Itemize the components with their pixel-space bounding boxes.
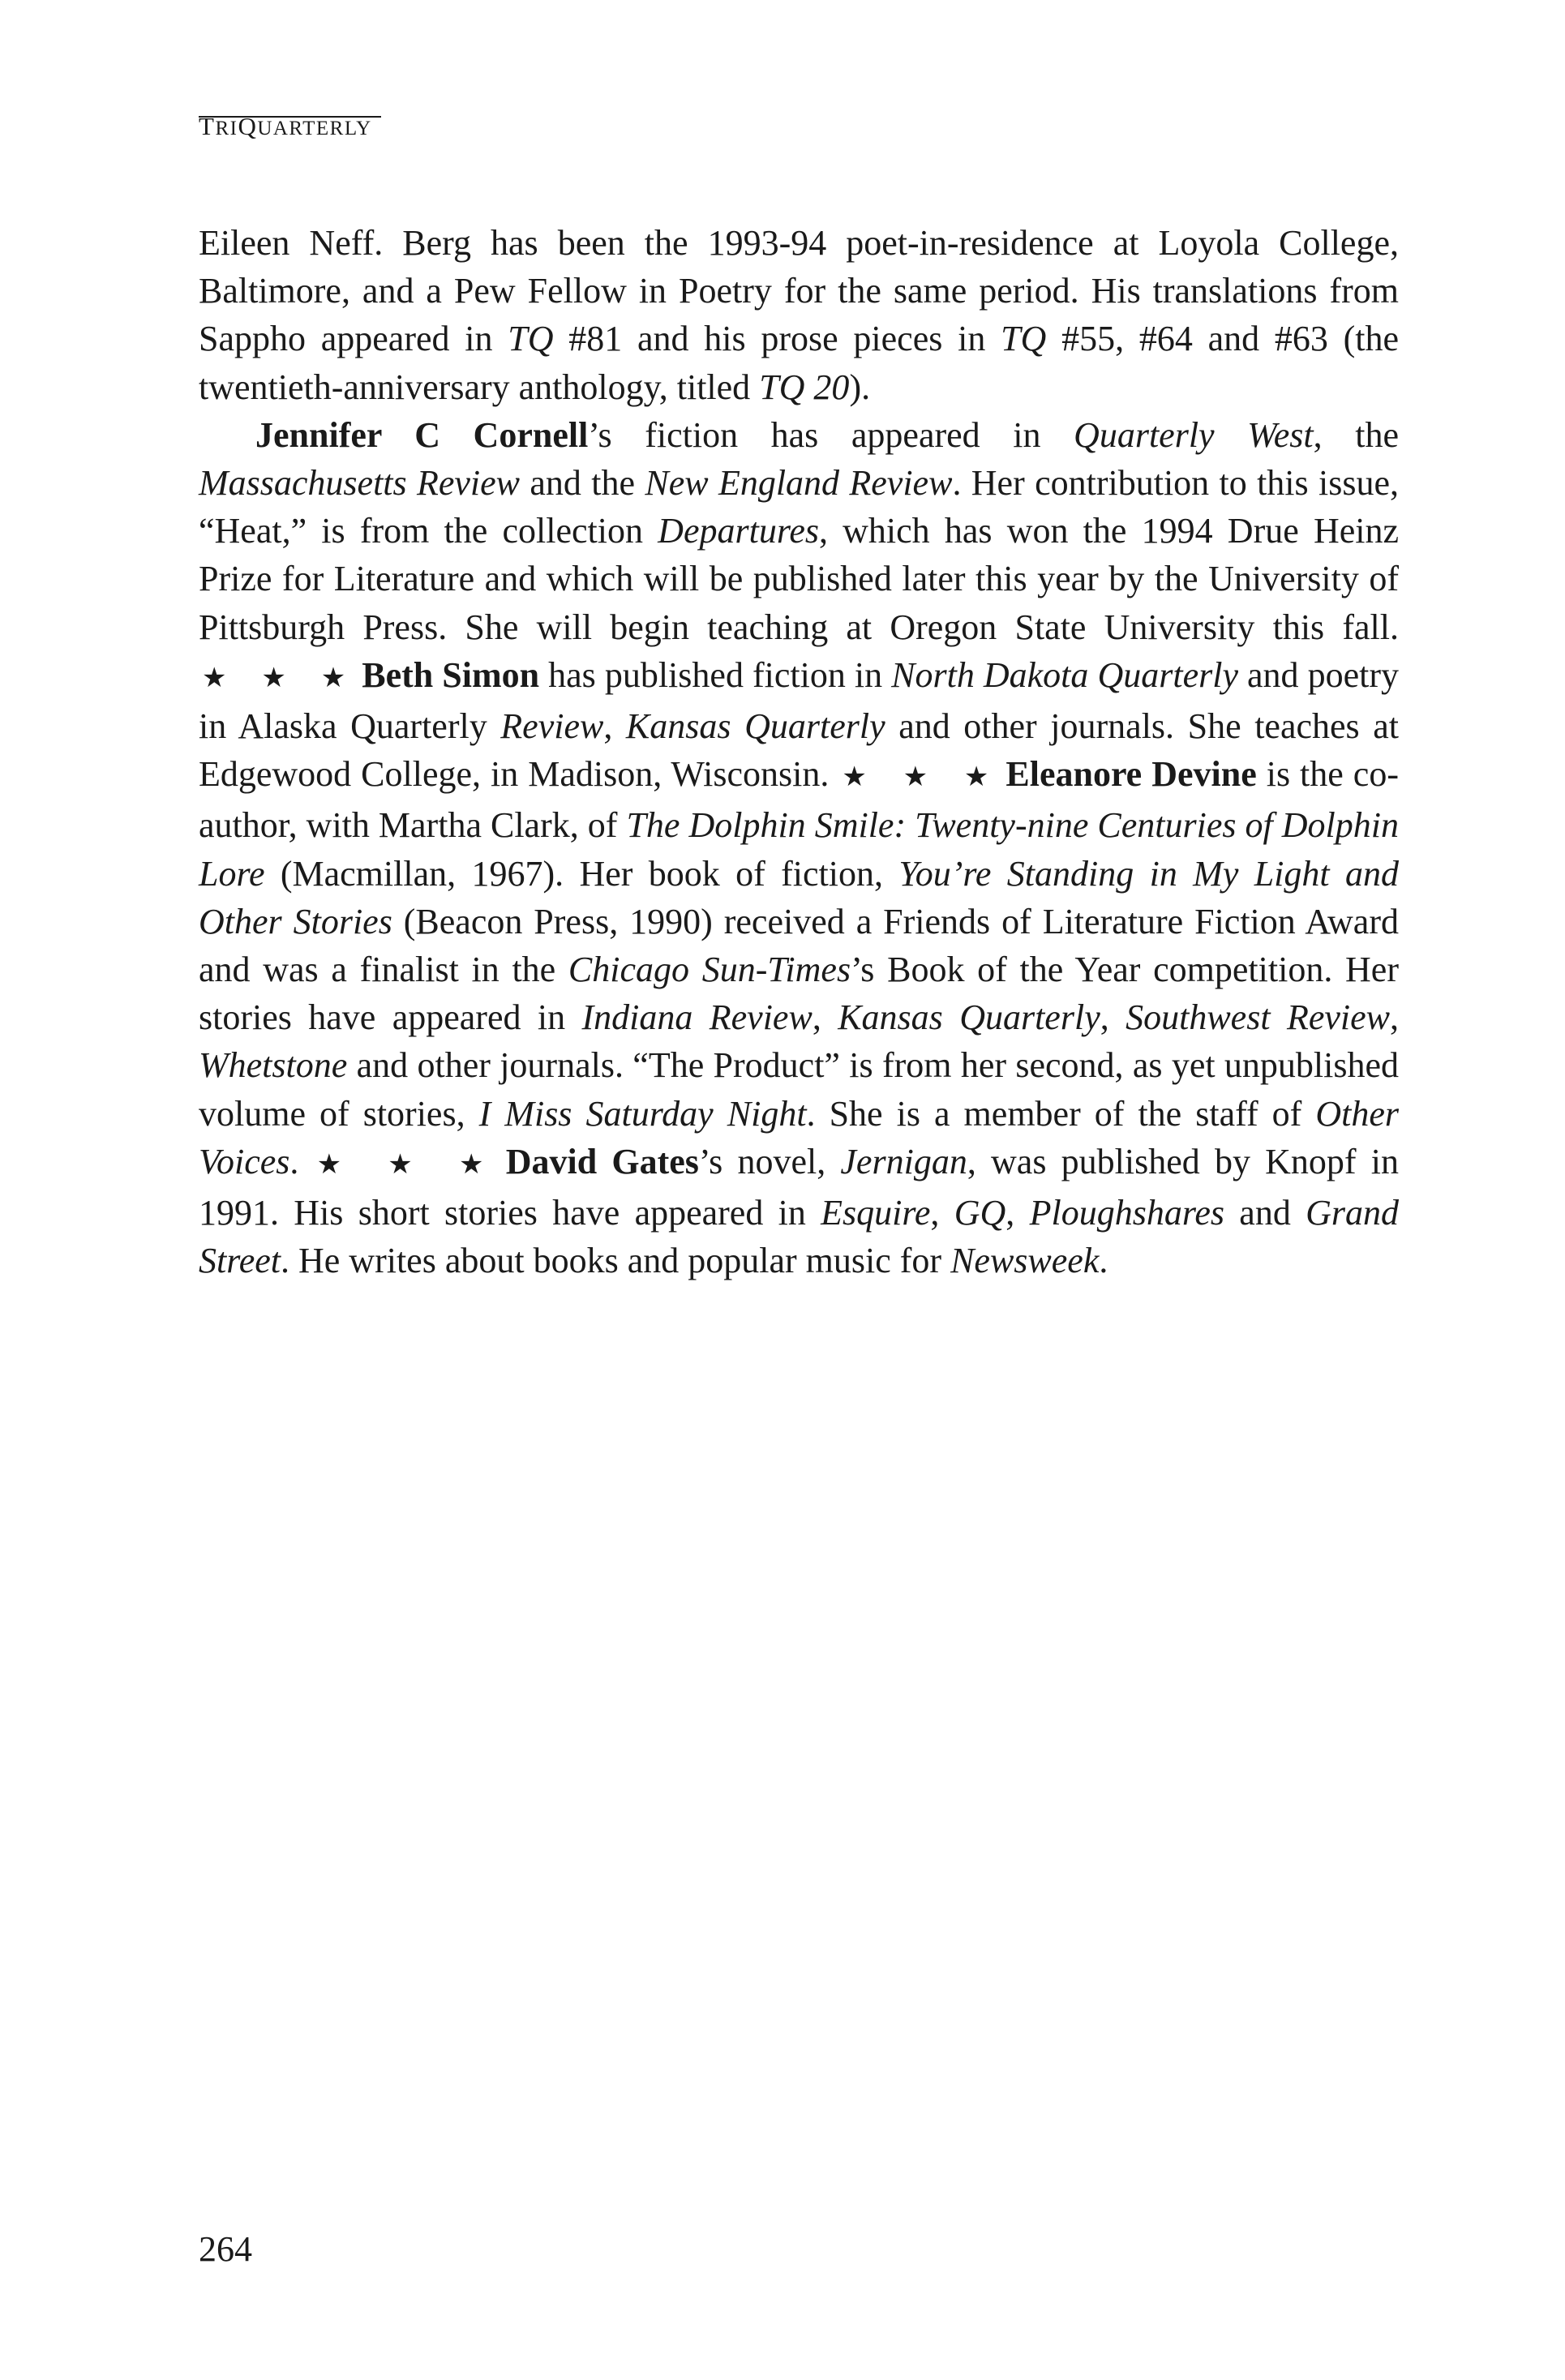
text-run: Eileen Neff. Berg has been the 1993-94 poet-in-residence at Loyola College, Baltimore, and a Pew Fellow in Poetry for the same period. His translations from Sappho appeared in (199, 223, 1399, 359)
title-tq: TQ (508, 319, 554, 359)
title-newsweek: Newsweek (950, 1241, 1100, 1281)
title-southwest-review: Southwest Review (1126, 997, 1390, 1038)
title-alaska-quarterly-review: Review (500, 706, 604, 747)
text-run: ’s fiction has appeared in (588, 414, 1074, 455)
text-run: . (1099, 1241, 1108, 1281)
title-new-england-review: New England Review (645, 463, 953, 504)
title-ploughshares: Ploughshares (1029, 1193, 1224, 1233)
paragraph-contributors (199, 411, 1399, 1285)
text-run: and poetry in Alaska Quarterly (199, 654, 1399, 747)
text-run: . He writes about books and popular music for (281, 1241, 951, 1281)
running-head-ri: RI (215, 118, 238, 139)
title-gq: GQ (954, 1193, 1006, 1233)
title-north-dakota-quarterly: North Dakota Quarterly (891, 654, 1238, 695)
text-run: #81 and his prose pieces in (553, 319, 1001, 359)
text-run: , (930, 1193, 954, 1233)
running-head-initial-t: T (199, 112, 216, 140)
contributor-name-simon: Beth Simon (362, 654, 540, 695)
star-separator-icon: ★ ★ ★ (316, 1147, 503, 1181)
title-esquire: Esquire (821, 1193, 931, 1233)
text-run: #55, #64 and #63 (the twentieth-anniversary anthology, titled (199, 319, 1400, 407)
title-quarterly-west: Quarterly West (1074, 414, 1314, 455)
text-run: and the (520, 463, 645, 504)
title-tq-20: TQ 20 (759, 367, 850, 407)
contributor-name-cornell: Jennifer C Cornell (255, 414, 589, 455)
contributor-name-devine: Eleanore Devine (1005, 754, 1257, 795)
title-i-miss-saturday-night: I Miss Saturday Night (478, 1093, 807, 1134)
title-tq: TQ (1001, 319, 1047, 359)
text-run: ’s Book of the Year competition. Her stories have appeared in (199, 950, 1399, 1038)
title-chicago-sun-times: Chicago Sun-Times (568, 950, 851, 990)
text-run: , was published by Knopf in 1991. His short stories have appeared in (199, 1141, 1400, 1233)
title-other-voices: Other Voices (199, 1093, 1399, 1181)
title-indiana-review: Indiana Review (581, 997, 813, 1038)
text-run: and (1224, 1193, 1306, 1233)
title-massachusetts-review: Massachusetts Review (199, 463, 521, 504)
page-number: 264 (199, 2229, 252, 2269)
running-head (199, 114, 372, 139)
star-separator-icon: ★ ★ ★ (842, 761, 1003, 794)
text-run: has published fiction in (539, 654, 892, 695)
text-run: , (603, 706, 626, 747)
text-run: , (1390, 997, 1399, 1038)
text-run: . Her contribution to this issue, “Heat,” is from the collection (199, 463, 1399, 551)
contributors-notes (199, 219, 1399, 1284)
text-run: , (812, 997, 838, 1038)
running-head-initial-q: Q (238, 112, 258, 140)
title-dolphin-smile: The Dolphin Smile: Twenty-nine Centuries of Dolphin Lore (199, 805, 1399, 894)
text-run: ’s novel, (698, 1141, 841, 1181)
star-separator-icon: ★ ★ ★ (202, 661, 359, 694)
text-run: ). (849, 367, 871, 407)
text-run: and other journals. “The Product” is from her second, as yet unpublished volume of stories, (199, 1045, 1399, 1134)
text-run: (Beacon Press, 1990) received a Friends of Literature Fiction Award and was a finalist in the (199, 901, 1399, 990)
text-run: , the (1313, 414, 1399, 455)
text-run: is the co-author, with Martha Clark, of (199, 754, 1399, 846)
running-head-uarterly: UARTERLY (257, 118, 372, 139)
text-run: (Macmillan, 1967). Her book of fiction, (264, 853, 899, 894)
text-run: , which has won the 1994 Drue Heinz Prize for Literature and which will be published later this year by the University of Pittsburgh Press. She will begin teaching at Oregon State University this fall. (199, 511, 1399, 647)
title-kansas-quarterly: Kansas Quarterly (625, 706, 885, 747)
title-jernigan: Jernigan (840, 1141, 967, 1181)
text-run: , (1005, 1193, 1030, 1233)
title-departures: Departures (658, 511, 819, 551)
title-whetstone: Whetstone (199, 1045, 348, 1086)
contributor-name-gates: David Gates (505, 1141, 699, 1181)
title-kansas-quarterly: Kansas Quarterly (838, 997, 1100, 1038)
text-run: . She is a member of the staff of (806, 1093, 1316, 1134)
text-run: and other journals. She teaches at Edgewood College, in Madison, Wisconsin. (199, 706, 1399, 795)
title-grand-street: Grand Street (199, 1193, 1400, 1281)
text-run: . (289, 1141, 314, 1181)
text-run: , (1100, 997, 1126, 1038)
paragraph-berg (199, 219, 1399, 411)
title-youre-standing: You’re Standing in My Light and Other Stories (199, 853, 1399, 941)
